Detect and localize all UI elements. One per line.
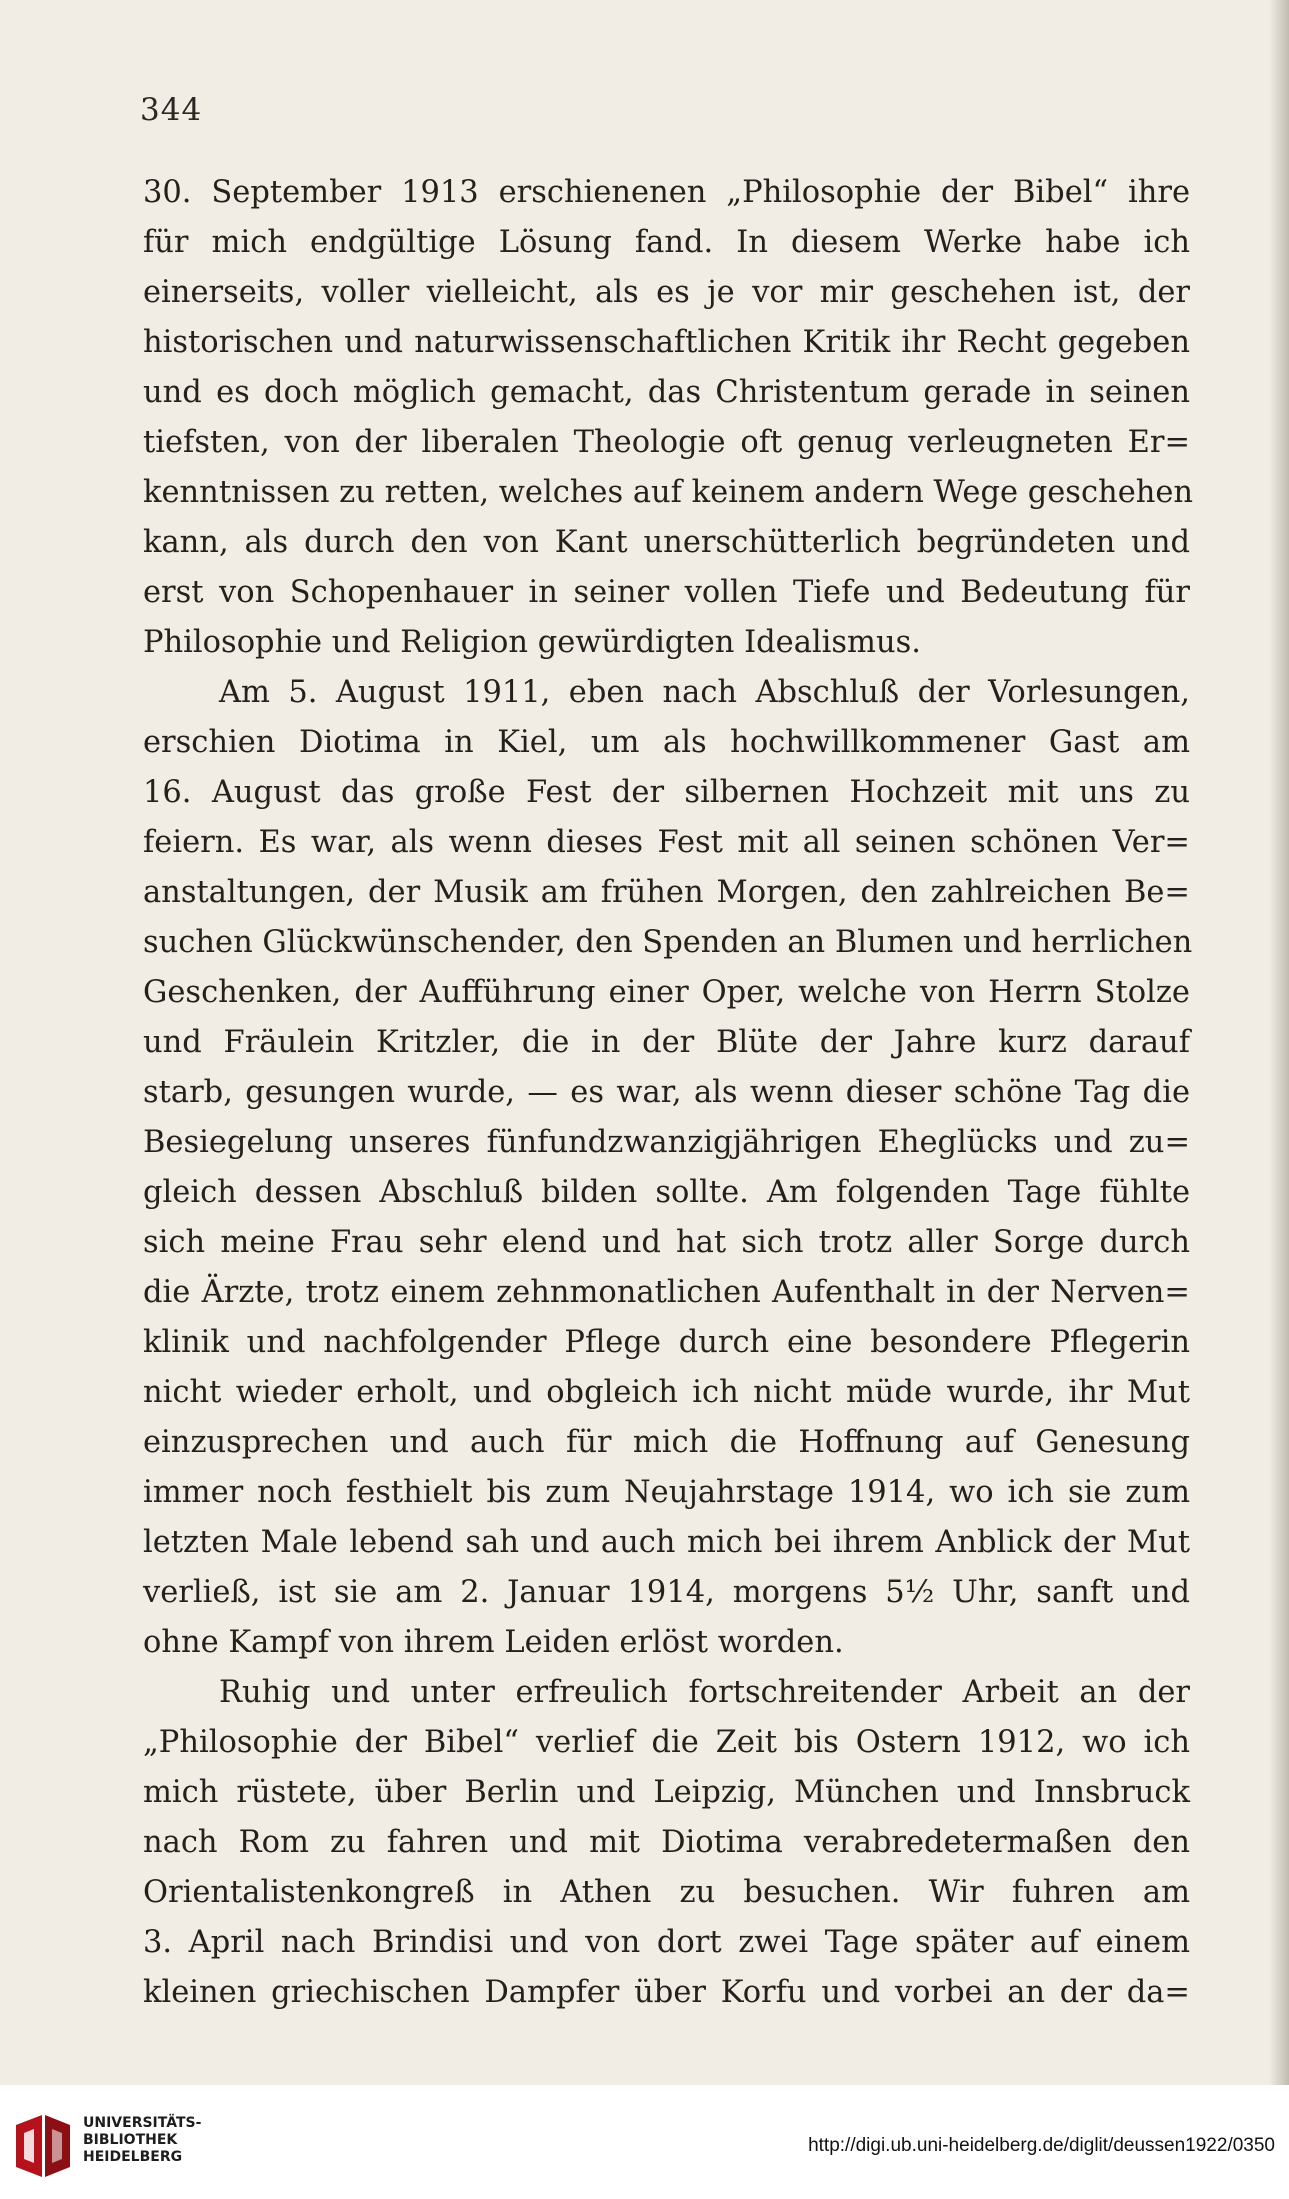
text-line: suchen Glückwünschender, den Spenden an Blumen und herrlichen [143, 925, 1193, 960]
text-line: einerseits, voller vielleicht, als es je vor mir geschehen ist, der [143, 275, 1190, 310]
body-text [143, 168, 1194, 2018]
text-line: mich rüstete, über Berlin und Leipzig, München und Innsbruck [143, 1775, 1190, 1810]
text-line: Am 5. August 1911, eben nach Abschluß der Vorlesungen, [219, 675, 1190, 710]
institution-line: BIBLIOTHEK [83, 2132, 178, 2148]
text-line: 30. September 1913 erschienenen „Philosophie der Bibel“ ihre [143, 175, 1190, 210]
text-line: Besiegelung unseres fünfundzwanzigjährigen Eheglücks und zu= [143, 1125, 1190, 1160]
text-line: tiefsten, von der liberalen Theologie oft genug verleugneten Er= [143, 425, 1190, 460]
text-line: verließ, ist sie am 2. Januar 1914, morgens 5½ Uhr, sanft und [143, 1575, 1190, 1610]
text-line: feiern. Es war, als wenn dieses Fest mit all seinen schönen Ver= [143, 825, 1190, 860]
text-line: und es doch möglich gemacht, das Christentum gerade in seinen [143, 375, 1190, 410]
institution-line: UNIVERSITÄTS- [83, 2115, 202, 2131]
text-line: letzten Male lebend sah und auch mich bei ihrem Anblick der Mut [143, 1525, 1190, 1560]
page-edge-shadow [1269, 0, 1289, 2085]
text-line: 3. April nach Brindisi und von dort zwei Tage später auf einem [143, 1925, 1190, 1960]
text-line: Philosophie und Religion gewürdigten Idealismus. [143, 625, 921, 660]
text-line: 16. August das große Fest der silbernen Hochzeit mit uns zu [143, 775, 1190, 810]
text-line: die Ärzte, trotz einem zehnmonatlichen Aufenthalt in der Nerven= [143, 1275, 1190, 1310]
university-library-logo-icon [12, 2111, 74, 2181]
text-line: erschien Diotima in Kiel, um als hochwillkommener Gast am [143, 725, 1190, 760]
text-line: einzusprechen und auch für mich die Hoffnung auf Genesung [143, 1425, 1190, 1460]
footer-bar [0, 2085, 1289, 2199]
permalink-url[interactable]: http://digi.ub.uni-heidelberg.de/diglit/deussen1922/0350 [808, 2135, 1275, 2156]
institution-line: HEIDELBERG [83, 2149, 183, 2165]
text-line: erst von Schopenhauer in seiner vollen Tiefe und Bedeutung für [143, 575, 1190, 610]
text-line: klinik und nachfolgender Pflege durch eine besondere Pflegerin [143, 1325, 1190, 1360]
text-line: Orientalistenkongreß in Athen zu besuchen. Wir fuhren am [143, 1875, 1190, 1910]
institution-name [83, 2115, 201, 2166]
text-line: nach Rom zu fahren und mit Diotima verabredetermaßen den [143, 1825, 1190, 1860]
text-line: Ruhig und unter erfreulich fortschreitender Arbeit an der [219, 1675, 1190, 1710]
text-line: kenntnissen zu retten, welches auf keinem andern Wege geschehen [143, 475, 1194, 510]
text-line: anstaltungen, der Musik am frühen Morgen, den zahlreichen Be= [143, 875, 1190, 910]
text-line: gleich dessen Abschluß bilden sollte. Am folgenden Tage fühlte [143, 1175, 1190, 1210]
text-line: für mich endgültige Lösung fand. In diesem Werke habe ich [143, 225, 1190, 260]
text-line: starb, gesungen wurde, — es war, als wenn dieser schöne Tag die [143, 1075, 1190, 1110]
text-line: kann, als durch den von Kant unerschütterlich begründeten und [143, 525, 1190, 560]
text-line: Geschenken, der Aufführung einer Oper, welche von Herrn Stolze [143, 975, 1190, 1010]
text-line: kleinen griechischen Dampfer über Korfu und vorbei an der da= [143, 1975, 1190, 2010]
page-number: 344 [140, 92, 203, 128]
text-line: nicht wieder erholt, und obgleich ich nicht müde wurde, ihr Mut [143, 1375, 1190, 1410]
text-line: und Fräulein Kritzler, die in der Blüte der Jahre kurz darauf [143, 1025, 1190, 1060]
text-line: immer noch festhielt bis zum Neujahrstage 1914, wo ich sie zum [143, 1475, 1190, 1510]
text-line: historischen und naturwissenschaftlichen Kritik ihr Recht gegeben [143, 325, 1190, 360]
text-line: ohne Kampf von ihrem Leiden erlöst worden. [143, 1625, 844, 1660]
text-line: sich meine Frau sehr elend und hat sich trotz aller Sorge durch [143, 1225, 1190, 1260]
text-line: „Philosophie der Bibel“ verlief die Zeit bis Ostern 1912, wo ich [143, 1725, 1190, 1760]
